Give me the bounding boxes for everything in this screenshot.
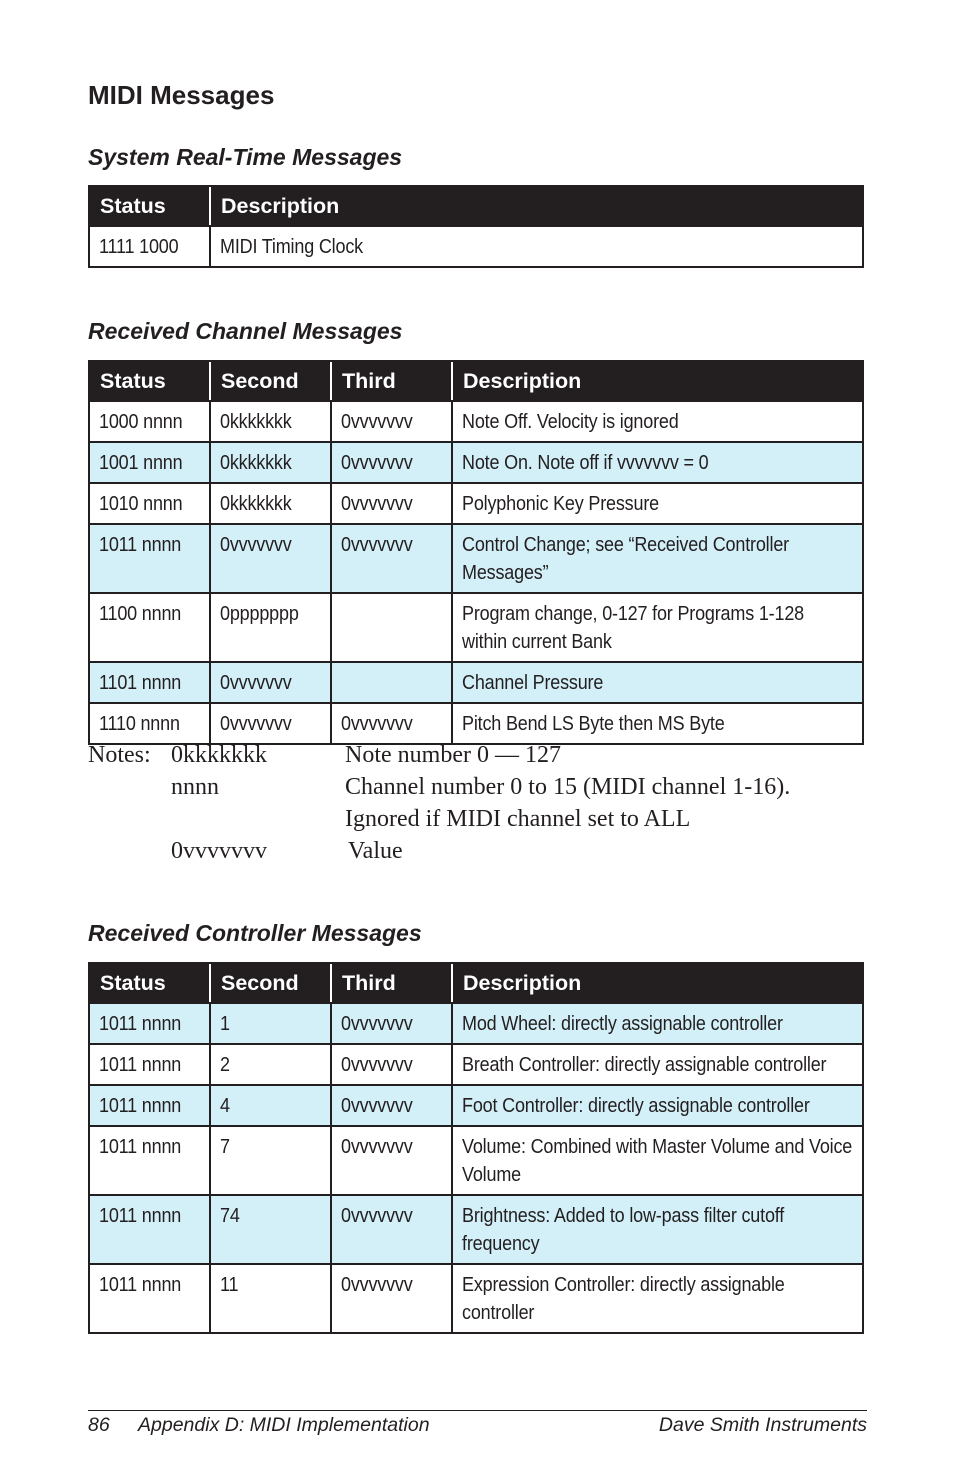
header-third: Third [331, 963, 452, 1003]
cell-third: 0vvvvvvv [331, 442, 452, 483]
table-row [89, 1003, 863, 1044]
cell-second: 2 [210, 1044, 331, 1085]
note-definition: Channel number 0 to 15 (MIDI channel 1-16). [345, 774, 791, 800]
cell-description: Breath Controller: directly assignable controller [452, 1044, 863, 1085]
cell-description: Volume: Combined with Master Volume and Voice Volume [452, 1126, 863, 1195]
cell-second: 0vvvvvvv [210, 524, 331, 593]
header-second: Second [210, 361, 331, 401]
controller-table [88, 962, 864, 1334]
cell-third: 0vvvvvvv [331, 1195, 452, 1264]
header-description: Description [210, 186, 863, 226]
cell-second: 74 [210, 1195, 331, 1264]
cell-status: 1100 nnnn [89, 593, 210, 662]
cell-description: Note On. Note off if vvvvvvv = 0 [452, 442, 863, 483]
header-third: Third [331, 361, 452, 401]
cell-second: 0vvvvvvv [210, 662, 331, 703]
cell-second: 0kkkkkkk [210, 401, 331, 442]
table-row [89, 1126, 863, 1195]
cell-second: 0vvvvvvv [210, 703, 331, 744]
cell-second: 0kkkkkkk [210, 483, 331, 524]
table-row [89, 703, 863, 744]
cell-third: 0vvvvvvv [331, 703, 452, 744]
note-definition: Value [348, 838, 403, 864]
header-status: Status [89, 186, 210, 226]
realtime-section-title: System Real-Time Messages [88, 144, 403, 170]
cell-status: 1011 nnnn [89, 1264, 210, 1333]
cell-description: Mod Wheel: directly assignable controller [452, 1003, 863, 1044]
controller-section-title: Received Controller Messages [88, 920, 422, 946]
cell-status: 1010 nnnn [89, 483, 210, 524]
cell-third: 0vvvvvvv [331, 1044, 452, 1085]
cell-second: 7 [210, 1126, 331, 1195]
cell-description: Channel Pressure [452, 662, 863, 703]
note-term: 0kkkkkkk [171, 742, 267, 768]
footer-publisher: Dave Smith Instruments [658, 1414, 867, 1436]
table-row [89, 483, 863, 524]
table-row [89, 442, 863, 483]
cell-third: 0vvvvvvv [331, 1085, 452, 1126]
table-row [89, 662, 863, 703]
notes-label: Notes: [88, 742, 151, 768]
cell-description: Note Off. Velocity is ignored [452, 401, 863, 442]
cell-status: 1011 nnnn [89, 1126, 210, 1195]
table-row [89, 1085, 863, 1126]
cell-third: 0vvvvvvv [331, 483, 452, 524]
table-header-row [89, 186, 863, 226]
cell-description: Brightness: Added to low-pass filter cutoff frequency [452, 1195, 863, 1264]
cell-status: 1011 nnnn [89, 1195, 210, 1264]
cell-description: MIDI Timing Clock [210, 226, 863, 267]
cell-status: 1011 nnnn [89, 1003, 210, 1044]
header-second: Second [210, 963, 331, 1003]
table-row [89, 226, 863, 267]
cell-third: 0vvvvvvv [331, 401, 452, 442]
cell-status: 1011 nnnn [89, 1085, 210, 1126]
cell-third [331, 662, 452, 703]
cell-third: 0vvvvvvv [331, 1003, 452, 1044]
table-row [89, 524, 863, 593]
table-row [89, 593, 863, 662]
cell-third: 0vvvvvvv [331, 1264, 452, 1333]
cell-description: Pitch Bend LS Byte then MS Byte [452, 703, 863, 744]
cell-status: 1101 nnnn [89, 662, 210, 703]
table-row [89, 401, 863, 442]
cell-status: 1001 nnnn [89, 442, 210, 483]
cell-description: Expression Controller: directly assignable controller [452, 1264, 863, 1333]
header-description: Description [452, 361, 863, 401]
cell-description: Control Change; see “Received Controller Messages” [452, 524, 863, 593]
cell-description: Polyphonic Key Pressure [452, 483, 863, 524]
channel-table [88, 360, 864, 745]
footer-rule [88, 1410, 867, 1411]
header-status: Status [89, 963, 210, 1003]
note-term: nnnn [171, 774, 219, 800]
header-status: Status [89, 361, 210, 401]
header-description: Description [452, 963, 863, 1003]
cell-second: 1 [210, 1003, 331, 1044]
footer-page-number: 86 [88, 1414, 110, 1436]
cell-second: 0kkkkkkk [210, 442, 331, 483]
channel-section-title: Received Channel Messages [88, 318, 403, 344]
cell-status: 1111 1000 [89, 226, 210, 267]
cell-second: 4 [210, 1085, 331, 1126]
cell-third: 0vvvvvvv [331, 1126, 452, 1195]
cell-second: 11 [210, 1264, 331, 1333]
realtime-table [88, 185, 864, 268]
cell-third [331, 593, 452, 662]
cell-second: 0ppppppp [210, 593, 331, 662]
table-row [89, 1044, 863, 1085]
cell-description: Program change, 0-127 for Programs 1-128 within current Bank [452, 593, 863, 662]
cell-description: Foot Controller: directly assignable controller [452, 1085, 863, 1126]
cell-status: 1110 nnnn [89, 703, 210, 744]
table-header-row [89, 963, 863, 1003]
note-definition-continued: Ignored if MIDI channel set to ALL [345, 806, 691, 832]
note-term: 0vvvvvvv [171, 838, 267, 864]
note-definition: Note number 0 — 127 [345, 742, 561, 768]
table-header-row [89, 361, 863, 401]
table-row [89, 1195, 863, 1264]
table-row [89, 1264, 863, 1333]
cell-status: 1011 nnnn [89, 524, 210, 593]
page-title: MIDI Messages [88, 80, 275, 110]
cell-third: 0vvvvvvv [331, 524, 452, 593]
footer-section: Appendix D: MIDI Implementation [138, 1414, 430, 1436]
cell-status: 1011 nnnn [89, 1044, 210, 1085]
cell-status: 1000 nnnn [89, 401, 210, 442]
